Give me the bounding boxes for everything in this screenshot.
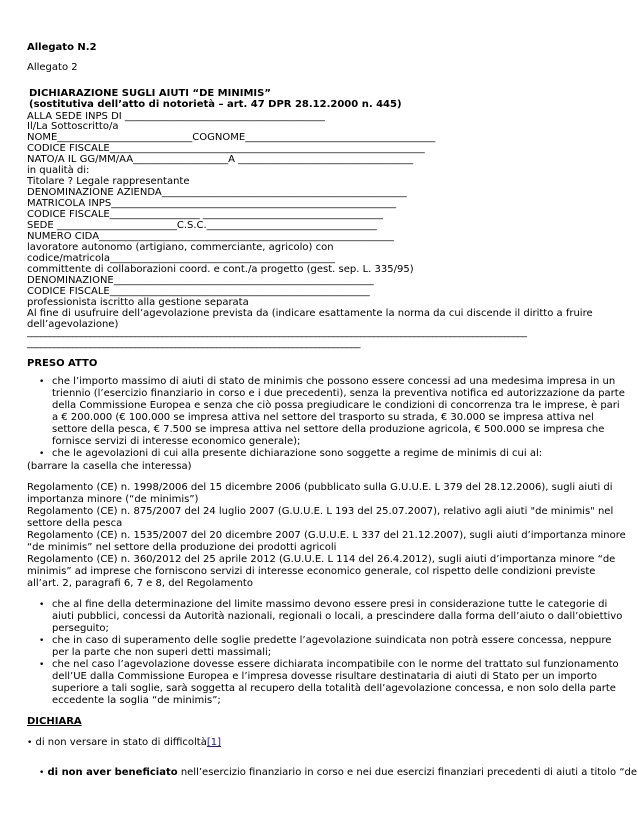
form-line-codice-fiscale: CODICE FISCALE_______________________________________________________________ xyxy=(27,143,425,154)
form-line-numero-cida: NUMERO CIDA___________________________________________________________ xyxy=(27,231,395,242)
form-line-matricola-inps: MATRICOLA INPS_________________________________________________________ xyxy=(27,198,397,209)
form-line-codice-fiscale-azienda: CODICE FISCALE__________________ ____________________________________ xyxy=(27,209,383,220)
form-line-sede-csc: SEDE ________________________C.S.C.__________________________________ xyxy=(27,220,377,231)
form-line-denominazione-azienda: DENOMINAZIONE AZIENDA_________________________________________________ xyxy=(27,187,407,198)
beneficiato-text: nell’esercizio finanziario in corso e nei due esercizi finanziari precedenti di aiuti a titolo “de xyxy=(177,767,638,778)
list-item: • che le agevolazioni di cui alla presente dichiarazione sono soggette a regime de minimis di cui al: xyxy=(27,448,627,460)
list-item: • che l’importo massimo di aiuti di stato de minimis che possono essere concessi ad una medesima impresa in un triennio (l’esercizio finanziario in corso e i due precedenti), senza la preventiva notifica ed autorizzazione da parte della Commissione Europea e senza che ciò possa pregiudicare le condizioni di concorrenza tra le imprese, è pari a € 200.000 (€ 100.000 se impresa attiva nel settore del trasporto su strada, € 30.000 se impresa attiva nel settore della pesca, € 7.500 se impresa attiva nel settore della produzione agricola, € 500.000 se impresa che fornisce servizi di interesse economico generale); xyxy=(27,376,627,448)
form-line-denominazione: DENOMINAZIONE____________________________________________________ xyxy=(27,275,374,286)
regolamento-360-2012: Regolamento (CE) n. 360/2012 del 25 aprile 2012 (G.U.U.E. L 114 del 26.4.2012), sugli aiuti d’importanza minore “de minimis” ad imprese che forniscono servizi di interesse economico generale, col rispetto delle condizioni previste all’art. 2, paragrafi 6, 7 e 8, del Regolamento xyxy=(27,554,616,589)
difficolta-text: di non versare in stato di difficoltà xyxy=(35,737,207,748)
form-line-blank-2: __________________________________________________________________________ xyxy=(27,338,360,349)
form-line-blank-1: _______________________________________________________________________________________________________________ xyxy=(27,327,527,338)
dichiara-item-beneficiato xyxy=(39,767,637,779)
form-line-qualita: in qualità di: xyxy=(27,165,90,176)
form-line-agevolazione: dell’agevolazione) xyxy=(27,319,119,330)
form-line-codice-fiscale-committente: CODICE FISCALE____________________________________________________ xyxy=(27,286,370,297)
regolamenti-block xyxy=(27,482,627,590)
form-line-committente: committente di collaborazioni coord. e cont./a progetto (gest. sep. L. 335/95) xyxy=(27,264,414,275)
form-line-norma: Al fine di usufruire dell’agevolazione prevista da (indicare esattamente la norma da cui discende il diritto a fruire xyxy=(27,308,593,319)
beneficiato-bold: di non aver beneficiato xyxy=(47,767,178,778)
preso-atto-list xyxy=(27,376,627,460)
form-line-sottoscritto: Il/La Sottoscritto/a xyxy=(27,121,119,132)
dichiara-heading: DICHIARA xyxy=(27,716,82,727)
form-line-codice-matricola: codice/matricola_____________________________________________ xyxy=(27,253,335,264)
allegato-bold-heading: Allegato N.2 xyxy=(27,42,97,53)
list-item: • che in caso di superamento delle soglie predette l’agevolazione suindicata non potrà essere concessa, neppure per la parte che non superi detti massimali; xyxy=(27,635,627,659)
list-item: • che nel caso l’agevolazione dovesse essere dichiarata incompatibile con le norme del trattato sul funzionamento dell’UE dalla Commissione Europea e l’impresa dovesse risultare destinataria di aiuti di Stato per un importo superiore a tali soglie, sarà soggetta al recupero della totalità dell’agevolazione concessa, e non solo della parte eccedente la soglia “de minimis”; xyxy=(27,659,627,707)
bullet-icon: • xyxy=(39,768,45,778)
preso-atto-heading: PRESO ATTO xyxy=(27,358,98,369)
declaration-title: DICHIARAZIONE SUGLI AIUTI “DE MINIMIS” xyxy=(29,88,271,99)
form-line-titolare: Titolare ? Legale rappresentante xyxy=(27,176,190,187)
allegato-label: Allegato 2 xyxy=(27,62,78,73)
regolamento-1998-2006: Regolamento (CE) n. 1998/2006 del 15 dicembre 2006 (pubblicato sulla G.U.U.E. L 379 del 28.12.2006), sugli aiuti di importanza minore (“de minimis”) xyxy=(27,482,613,505)
barrare-note: (barrare la casella che interessa) xyxy=(27,461,192,472)
condizioni-list xyxy=(27,599,627,707)
regolamento-1535-2007: Regolamento (CE) n. 1535/2007 del 20 dicembre 2007 (G.U.U.E. L 337 del 21.12.2007), sugli aiuti d’importanza minore “de minimis” nel settore della produzione dei prodotti agricoli xyxy=(27,530,626,553)
dichiara-item-difficolta xyxy=(27,737,221,749)
form-line-nome-cognome: NOME___________________________COGNOME______________________________________ xyxy=(27,132,436,143)
form-line-inps-sede: ALLA SEDE INPS DI ________________________________________ xyxy=(27,111,325,122)
regolamento-875-2007: Regolamento (CE) n. 875/2007 del 24 luglio 2007 (G.U.U.E. L 193 del 25.07.2007), relativo agli aiuti "de minimis" nel settore della pesca xyxy=(27,506,614,529)
form-line-lavoratore-autonomo: lavoratore autonomo (artigiano, commerciante, agricolo) con xyxy=(27,242,334,253)
form-line-professionista: professionista iscritto alla gestione separata xyxy=(27,297,249,308)
list-item: • che al fine della determinazione del limite massimo devono essere presi in considerazione tutte le categorie di aiuti pubblici, concessi da Autorità nazionali, regionali o locali, a prescindere dalla forma dell’aiuto o dall’obiettivo perseguito; xyxy=(27,599,627,635)
form-line-nascita: NATO/A IL GG/MM/AA___________________A ___________________________________ xyxy=(27,154,414,165)
bullet-icon: • xyxy=(27,738,33,748)
declaration-subtitle: (sostitutiva dell’atto di notorietà – art. 47 DPR 28.12.2000 n. 445) xyxy=(29,99,402,110)
footnote-link[interactable]: [1] xyxy=(206,737,222,748)
